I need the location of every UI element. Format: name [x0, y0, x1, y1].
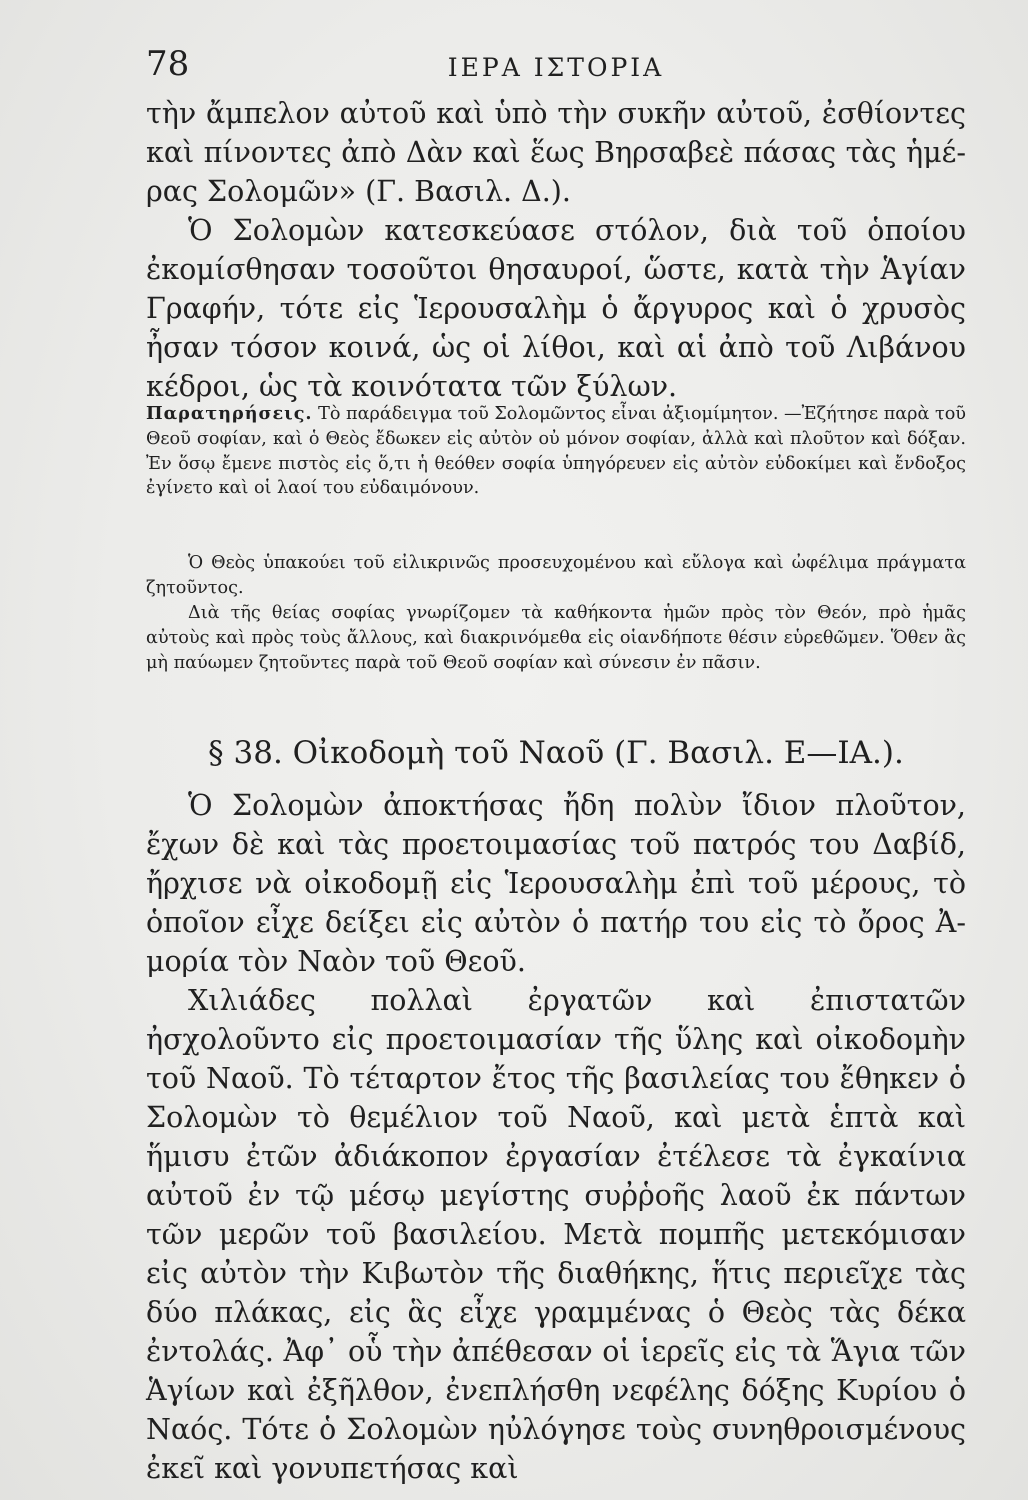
- body-paragraph-continuation: τὴν ἄμπελον αὐτοῦ καὶ ὑπὸ τὴν συκῆν αὐτοῦ, ἐσθίοντες καὶ πίνοντες ἀπὸ Δὰν καὶ ἕως Βηρσαβεὲ πάσας τὰς ἡμέρας Σολομῶν» (Γ. Βασιλ. Δ.).: [146, 97, 966, 208]
- section-paragraph-2: Χιλιάδες πολλαὶ ἐργατῶν καὶ ἐπιστατῶν ἠσχολοῦντο εἰς προετοιμασίαν τῆς ὕλης καὶ οἰκοδομὴν τοῦ Ναοῦ. Τὸ τέταρτον ἔτος τῆς βασιλείας του ἔθηκεν ὁ Σολομὼν τὸ θεμέλιον τοῦ Ναοῦ, καὶ μετὰ ἑπτὰ καὶ ἥμισυ ἐτῶν ἀδιάκοπον ἐργασίαν ἐτέλεσε τὰ ἐγκαίνια αὐτοῦ ἐν τῷ μέσῳ μεγίστης συῤῥοῆς λαοῦ ἐκ πάντων τῶν μερῶν τοῦ βασιλείου. Μετὰ πομπῆς μετεκόμισαν εἰς αὐτὸν τὴν Κιβωτὸν τῆς διαθήκης, ἥτις περιεῖχε τὰς δύο πλάκας, εἰς ἃς εἶχε γραμμένας ὁ Θεὸς τὰς δέκα ἐντολάς. Ἀφ᾽ οὗ τὴν ἀπέθεσαν οἱ ἱερεῖς εἰς τὰ Ἅγια τῶν Ἁγίων καὶ ἐξῆλθον, ἐνεπλήσθη νεφέλης δόξης Κυρίου ὁ Ναός. Τότε ὁ Σολομὼν ηὐλόγησε τοὺς συνηθροισμένους ἐκεῖ καὶ γονυπετήσας καὶ: [146, 984, 966, 1485]
- observation-prayer: Ὁ Θεὸς ὑπακούει τοῦ εἰλικρινῶς προσευχομένου καὶ εὔλογα καὶ ὠφέλιμα πράγματα ζητοῦντος.: [146, 553, 966, 598]
- section-heading: § 38. Οἰκοδομὴ τοῦ Ναοῦ (Γ. Βασιλ. Ε—ΙΑ.).: [208, 735, 904, 771]
- body-paragraph-fleet: Ὁ Σολομὼν κατεσκεύασε στόλον, διὰ τοῦ ὁποίου ἐκομίσθησαν τοσοῦτοι θησαυροί, ὥστε, κατὰ τὴν Ἁγίαν Γραφήν, τότε εἰς Ἱερουσαλὴμ ὁ ἄργυρος καὶ ὁ χρυσὸς ἦσαν τόσον κοινά, ὡς οἱ λίθοι, καὶ αἱ ἀπὸ τοῦ Λιβάνου κέδροι, ὡς τὰ κοινότατα τῶν ξύλων.: [146, 214, 966, 403]
- observations-text: Τὸ παράδειγμα τοῦ Σολομῶντος εἶναι ἀξιομίμητον. —Ἐζήτησε παρὰ τοῦ Θεοῦ σοφίαν, καὶ ὁ Θεὸς ἔδωκεν εἰς αὐτὸν οὐ μόνον σοφίαν, ἀλλὰ καὶ πλοῦτον καὶ δόξαν. Ἐν ὅσῳ ἔμενε πιστὸς εἰς ὅ,τι ἡ θεόθεν σοφία ὑπηγόρευεν εἰς αὐτὸν εὐδοκίμει καὶ ἔνδοξος ἐγίνετο καὶ οἱ λαοί του εὐδαιμόνουν.: [146, 404, 966, 499]
- observations-note: [146, 402, 966, 501]
- page-header: [146, 42, 966, 92]
- section-paragraph-1: Ὁ Σολομὼν ἀποκτήσας ἤδη πολὺν ἴδιον πλοῦτον, ἔχων δὲ καὶ τὰς προετοιμασίας τοῦ πατρός του Δαβίδ, ἤρχισε νὰ οἰκοδομῇ εἰς Ἱερουσαλὴμ ἐπὶ τοῦ μέρους, τὸ ὁποῖον εἶχε δείξει εἰς αὐτὸν ὁ πατήρ του εἰς τὸ ὄρος Ἀμορία τὸν Ναὸν τοῦ Θεοῦ.: [146, 789, 966, 978]
- observation-wisdom: Διὰ τῆς θείας σοφίας γνωρίζομεν τὰ καθήκοντα ἡμῶν πρὸς τὸν Θεόν, πρὸ ἡμᾶς αὐτοὺς καὶ πρὸς τοὺς ἄλλους, καὶ διακρινόμεθα εἰς οἱανδήποτε θέσιν εὑρεθῶμεν. Ὅθεν ἂς μὴ παύωμεν ζητοῦντες παρὰ τοῦ Θεοῦ σοφίαν καὶ σύνεσιν ἐν πᾶσιν.: [146, 603, 966, 673]
- running-title: ΙΕΡΑ ΙΣΤΟΡΙΑ: [447, 53, 665, 82]
- page-number: 78: [146, 44, 190, 84]
- observations-label: Παρατηρήσεις.: [146, 403, 313, 424]
